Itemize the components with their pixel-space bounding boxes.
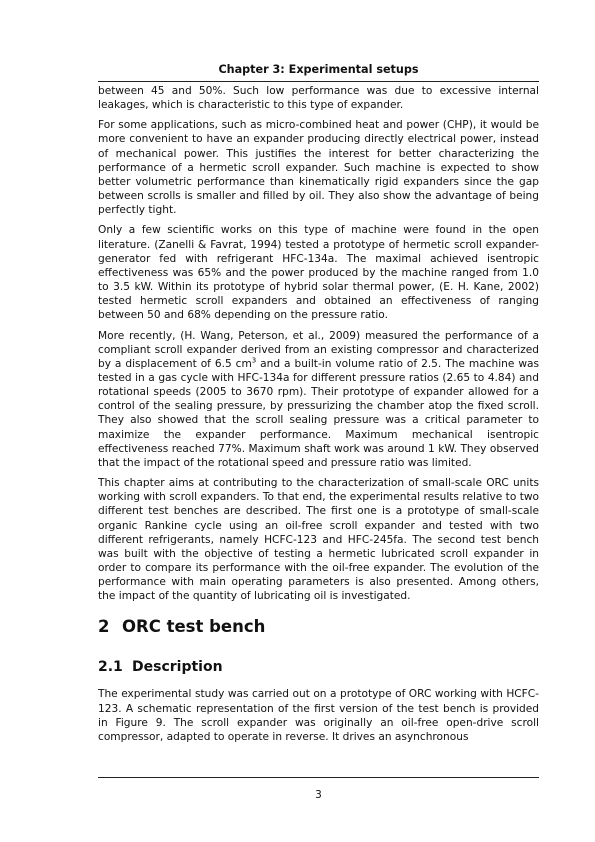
section-heading: [98, 617, 539, 641]
paragraph-4: [98, 329, 539, 471]
superscript-3: 3: [251, 356, 257, 365]
paragraph-3: Only a few scientific works on this type of machine were found in the open literature. (Zanelli & Favrat, 1994) tested a prototype of hermetic scroll expander-generator fed with refrigerant HFC-134a. The maximal achieved isentropic effectiveness was 65% and the power produced by the machine ranged from 1.0 to 3.5 kW. Within its prototype of hybrid solar thermal power, (E. H. Kane, 2002) tested hermetic scroll expanders and obtained an effectiveness of ranging between 50 and 68% depending on the pressure ratio.: [98, 224, 539, 322]
paragraph-1: between 45 and 50%. Such low performance was due to excessive internal leakages, which is characteristic to this type of expander.: [98, 85, 539, 112]
subsection-heading: [98, 659, 539, 679]
paragraph-4-part-b: and a built-in volume ratio of 2.5. The machine was tested in a gas cycle with HFC-134a for different pressure ratios (2.65 to 4.84) and rotational speeds (2005 to 3670 rpm). Their prototype of expander allowed for a control of the sealing pressure, by pressurizing the chamber atop the fixed scroll. They also showed that the scroll sealing pressure was a critical parameter to maximize the expander performance. Maximum mechanical isentropic effectiveness reached 77%. Maximum shaft work was around 1 kW. They observed that the impact of the rotational speed and pressure ratio was limited.: [98, 357, 540, 469]
section-title: ORC test bench: [122, 617, 266, 637]
page-body: [98, 84, 539, 750]
paragraph-2: For some applications, such as micro-combined heat and power (CHP), it would be more convenient to have an expander producing directly electrical power, instead of mechanical power. This justifies the interest for better characterizing the performance of a hermetic scroll expander. Such machine is expected to show better volumetric performance than kinematically rigid expanders since the gap between scrolls is smaller and filled by oil. They also show the advantage of being perfectly tight.: [98, 119, 539, 217]
subsection-number: 2.1: [98, 659, 123, 676]
paragraph-6: The experimental study was carried out on a prototype of ORC working with HCFC-123. A schematic representation of the first version of the test bench is provided in Figure 9. The scroll expander was originally an oil-free open-drive scroll compressor, adapted to operate in reverse. It drives an asynchronous: [98, 688, 539, 743]
header-rule: [98, 81, 539, 82]
running-header: Chapter 3: Experimental setups: [218, 63, 419, 76]
subsection-title: Description: [132, 659, 223, 676]
footer-rule: [98, 777, 539, 778]
paragraph-5: This chapter aims at contributing to the characterization of small-scale ORC units working with scroll expanders. To that end, the experimental results relative to two different test benches are described. The first one is a prototype of small-scale organic Rankine cycle using an oil-free scroll expander and tested with two different refrigerants, namely HCFC-123 and HFC-245fa. The second test bench was built with the objective of testing a hermetic lubricated scroll expander in order to compare its performance with the oil-free expander. The evolution of the performance with main operating parameters is also presented. Among others, the impact of the quantity of lubricating oil is investigated.: [98, 477, 539, 603]
section-number: 2: [98, 617, 110, 637]
page-number: 3: [315, 789, 322, 801]
paragraph-4-part-a: More recently, (H. Wang, Peterson, et al., 2009) measured the performance of a compliant scroll expander derived from an existing compressor and characterized by a displacement of 6.5 cm: [98, 329, 539, 370]
